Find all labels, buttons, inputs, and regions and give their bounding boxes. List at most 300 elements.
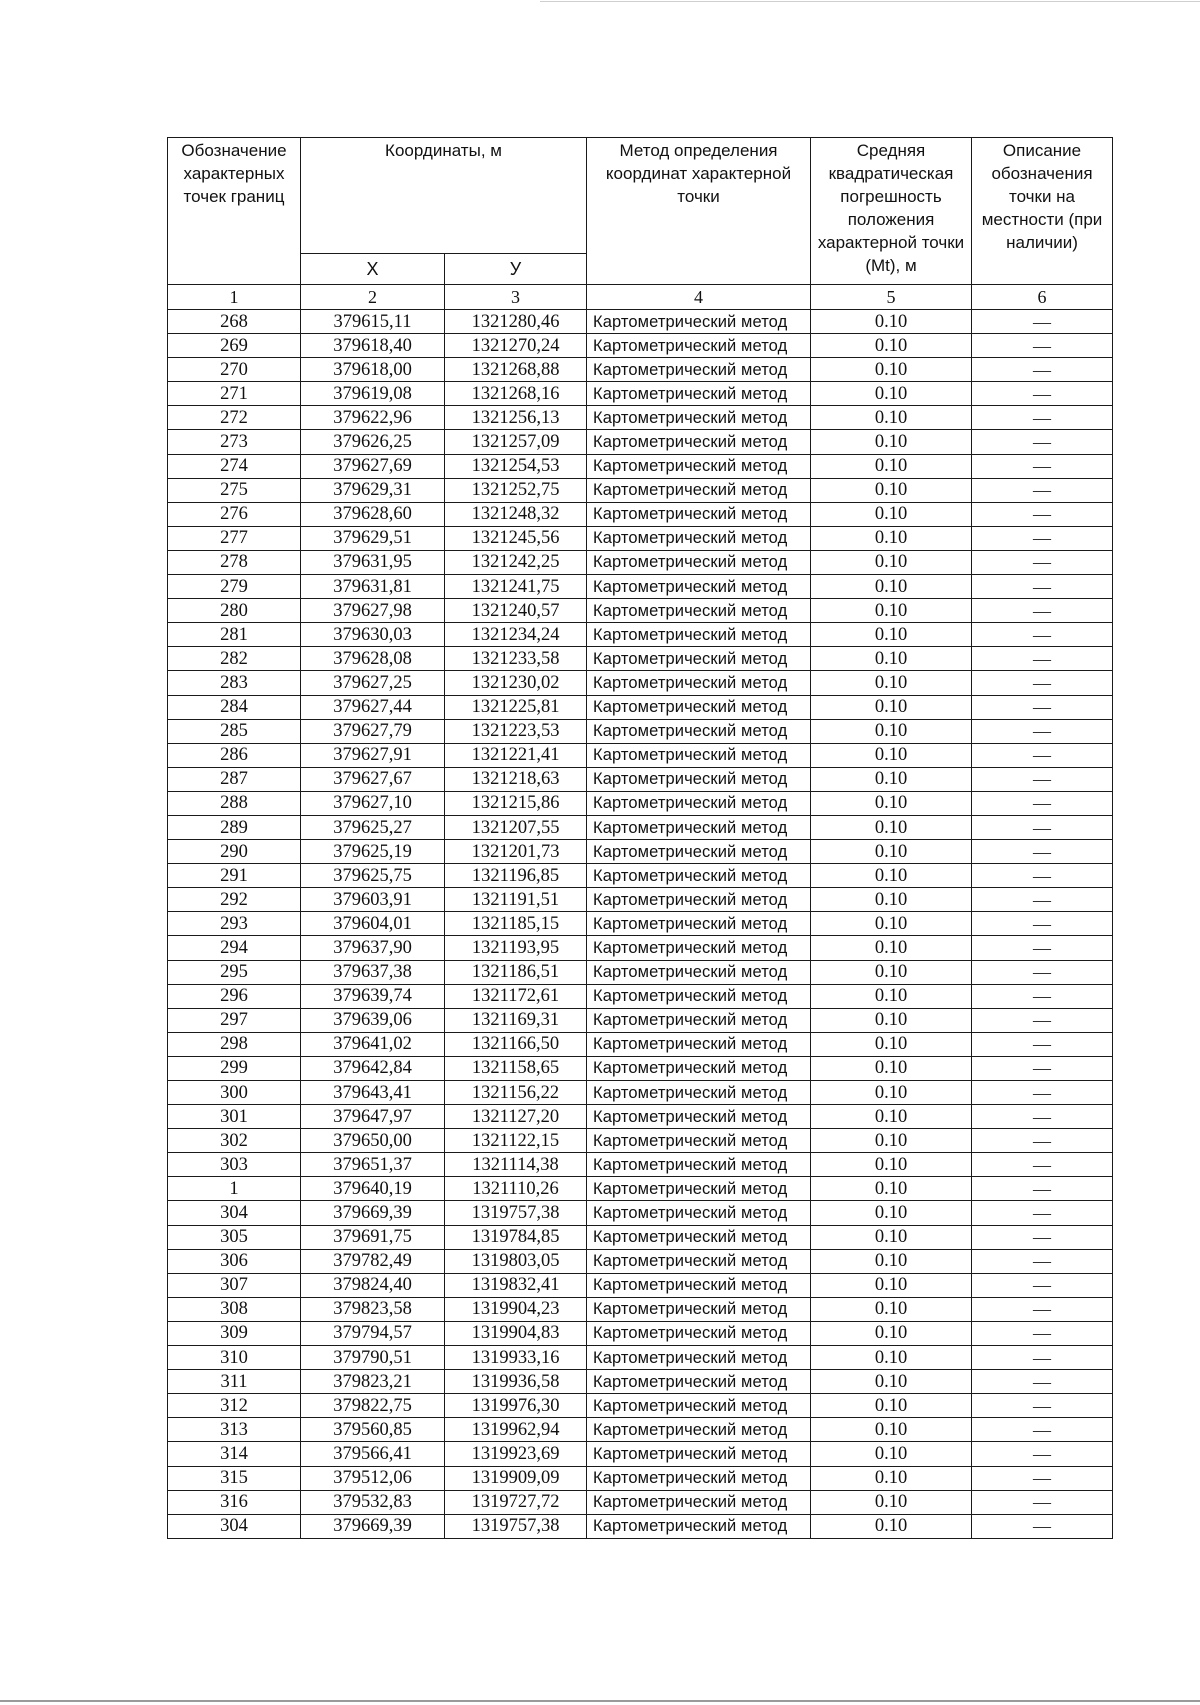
coord-x: 379631,95: [301, 550, 445, 574]
method: Картометрический метод: [587, 599, 811, 623]
point-number: 285: [168, 719, 301, 743]
column-number: 3: [445, 285, 587, 310]
table-row: [168, 1249, 1113, 1273]
method: Картометрический метод: [587, 1297, 811, 1321]
error: 0.10: [811, 1466, 972, 1490]
table-row: [168, 1177, 1113, 1201]
table-row: [168, 623, 1113, 647]
point-number: 270: [168, 358, 301, 382]
coord-y: 1319976,30: [445, 1394, 587, 1418]
coord-x: 379639,74: [301, 984, 445, 1008]
header-point: Обозначение характерных точек границ: [168, 138, 301, 285]
header-error: Средняя квадратическая погрешность положения характерной точки (Mt), м: [811, 138, 972, 285]
coord-x: 379629,31: [301, 478, 445, 502]
coord-x: 379626,25: [301, 430, 445, 454]
description: —: [972, 310, 1113, 334]
table-row: [168, 334, 1113, 358]
table-row: [168, 936, 1113, 960]
table-row: [168, 1442, 1113, 1466]
coord-y: 1321268,88: [445, 358, 587, 382]
error: 0.10: [811, 575, 972, 599]
table-row: [168, 1201, 1113, 1225]
table-row: [168, 1514, 1113, 1538]
coord-y: 1321254,53: [445, 454, 587, 478]
method: Картометрический метод: [587, 526, 811, 550]
table-row: [168, 526, 1113, 550]
error: 0.10: [811, 1201, 972, 1225]
table-row: [168, 599, 1113, 623]
coord-x: 379642,84: [301, 1056, 445, 1080]
error: 0.10: [811, 599, 972, 623]
method: Картометрический метод: [587, 1466, 811, 1490]
coord-y: 1321122,15: [445, 1129, 587, 1153]
description: —: [972, 743, 1113, 767]
coord-y: 1321186,51: [445, 960, 587, 984]
point-number: 289: [168, 815, 301, 839]
coord-x: 379627,44: [301, 695, 445, 719]
description: —: [972, 1056, 1113, 1080]
point-number: 315: [168, 1466, 301, 1490]
error: 0.10: [811, 1346, 972, 1370]
method: Картометрический метод: [587, 1081, 811, 1105]
table-row: [168, 864, 1113, 888]
coord-y: 1321169,31: [445, 1008, 587, 1032]
header-coordinates: Координаты, м: [301, 138, 587, 254]
coord-y: 1321223,53: [445, 719, 587, 743]
method: Картометрический метод: [587, 984, 811, 1008]
description: —: [972, 791, 1113, 815]
method: Картометрический метод: [587, 840, 811, 864]
point-number: 293: [168, 912, 301, 936]
method: Картометрический метод: [587, 695, 811, 719]
error: 0.10: [811, 1297, 972, 1321]
coord-x: 379625,19: [301, 840, 445, 864]
table-row: [168, 502, 1113, 526]
table-row: [168, 454, 1113, 478]
error: 0.10: [811, 1394, 972, 1418]
coord-x: 379566,41: [301, 1442, 445, 1466]
coord-y: 1319904,23: [445, 1297, 587, 1321]
coord-x: 379643,41: [301, 1081, 445, 1105]
coord-y: 1321127,20: [445, 1105, 587, 1129]
coord-y: 1321230,02: [445, 671, 587, 695]
error: 0.10: [811, 984, 972, 1008]
point-number: 309: [168, 1321, 301, 1345]
description: —: [972, 1153, 1113, 1177]
point-number: 304: [168, 1201, 301, 1225]
coord-x: 379618,40: [301, 334, 445, 358]
coord-y: 1321215,86: [445, 791, 587, 815]
point-number: 276: [168, 502, 301, 526]
coord-y: 1321221,41: [445, 743, 587, 767]
method: Картометрический метод: [587, 430, 811, 454]
coord-x: 379691,75: [301, 1225, 445, 1249]
method: Картометрический метод: [587, 454, 811, 478]
method: Картометрический метод: [587, 1249, 811, 1273]
table-row: [168, 550, 1113, 574]
error: 0.10: [811, 1418, 972, 1442]
description: —: [972, 671, 1113, 695]
description: —: [972, 575, 1113, 599]
error: 0.10: [811, 454, 972, 478]
coord-y: 1321242,25: [445, 550, 587, 574]
method: Картометрический метод: [587, 1008, 811, 1032]
table-row: [168, 406, 1113, 430]
table-row: [168, 1056, 1113, 1080]
method: Картометрический метод: [587, 1129, 811, 1153]
point-number: 296: [168, 984, 301, 1008]
coord-y: 1321241,75: [445, 575, 587, 599]
coord-x: 379651,37: [301, 1153, 445, 1177]
description: —: [972, 358, 1113, 382]
point-number: 280: [168, 599, 301, 623]
point-number: 314: [168, 1442, 301, 1466]
method: Картометрический метод: [587, 1370, 811, 1394]
table-row: [168, 743, 1113, 767]
coord-x: 379603,91: [301, 888, 445, 912]
table-row: [168, 358, 1113, 382]
point-number: 297: [168, 1008, 301, 1032]
coord-x: 379647,97: [301, 1105, 445, 1129]
table-row: [168, 1297, 1113, 1321]
header-y: У: [445, 254, 587, 285]
coord-y: 1321193,95: [445, 936, 587, 960]
coord-x: 379822,75: [301, 1394, 445, 1418]
method: Картометрический метод: [587, 1225, 811, 1249]
error: 0.10: [811, 840, 972, 864]
coord-x: 379823,58: [301, 1297, 445, 1321]
error: 0.10: [811, 502, 972, 526]
point-number: 271: [168, 382, 301, 406]
description: —: [972, 1514, 1113, 1538]
description: —: [972, 1201, 1113, 1225]
description: —: [972, 864, 1113, 888]
coord-y: 1319757,38: [445, 1201, 587, 1225]
table-row: [168, 1321, 1113, 1345]
coord-x: 379669,39: [301, 1201, 445, 1225]
point-number: 287: [168, 767, 301, 791]
description: —: [972, 815, 1113, 839]
method: Картометрический метод: [587, 1153, 811, 1177]
method: Картометрический метод: [587, 406, 811, 430]
method: Картометрический метод: [587, 1346, 811, 1370]
coord-y: 1321201,73: [445, 840, 587, 864]
point-number: 303: [168, 1153, 301, 1177]
description: —: [972, 1370, 1113, 1394]
coord-y: 1319904,83: [445, 1321, 587, 1345]
coord-x: 379512,06: [301, 1466, 445, 1490]
description: —: [972, 454, 1113, 478]
table-row: [168, 791, 1113, 815]
description: —: [972, 1105, 1113, 1129]
method: Картометрический метод: [587, 864, 811, 888]
description: —: [972, 334, 1113, 358]
column-number: 4: [587, 285, 811, 310]
point-number: 305: [168, 1225, 301, 1249]
coord-x: 379782,49: [301, 1249, 445, 1273]
coord-x: 379824,40: [301, 1273, 445, 1297]
error: 0.10: [811, 864, 972, 888]
coord-y: 1321225,81: [445, 695, 587, 719]
point-number: 290: [168, 840, 301, 864]
method: Картометрический метод: [587, 623, 811, 647]
point-number: 301: [168, 1105, 301, 1129]
coord-x: 379650,00: [301, 1129, 445, 1153]
error: 0.10: [811, 310, 972, 334]
description: —: [972, 767, 1113, 791]
point-number: 283: [168, 671, 301, 695]
point-number: 310: [168, 1346, 301, 1370]
header-x: X: [301, 254, 445, 285]
description: —: [972, 1129, 1113, 1153]
table-row: [168, 382, 1113, 406]
point-number: 304: [168, 1514, 301, 1538]
table-row: [168, 1129, 1113, 1153]
description: —: [972, 526, 1113, 550]
description: —: [972, 1346, 1113, 1370]
coord-y: 1319909,09: [445, 1466, 587, 1490]
coord-y: 1321207,55: [445, 815, 587, 839]
error: 0.10: [811, 695, 972, 719]
coord-x: 379627,91: [301, 743, 445, 767]
description: —: [972, 1297, 1113, 1321]
column-number: 5: [811, 285, 972, 310]
table-row: [168, 310, 1113, 334]
method: Картометрический метод: [587, 936, 811, 960]
table-row: [168, 960, 1113, 984]
point-number: 268: [168, 310, 301, 334]
table-row: [168, 575, 1113, 599]
column-numbers-row: [168, 285, 1113, 310]
error: 0.10: [811, 888, 972, 912]
coord-x: 379629,51: [301, 526, 445, 550]
table-row: [168, 912, 1113, 936]
coord-x: 379631,81: [301, 575, 445, 599]
description: —: [972, 936, 1113, 960]
table-row: [168, 1466, 1113, 1490]
method: Картометрический метод: [587, 815, 811, 839]
coord-y: 1321156,22: [445, 1081, 587, 1105]
coord-y: 1321280,46: [445, 310, 587, 334]
coord-y: 1321110,26: [445, 1177, 587, 1201]
coord-x: 379641,02: [301, 1032, 445, 1056]
coord-x: 379628,60: [301, 502, 445, 526]
method: Картометрический метод: [587, 478, 811, 502]
table-row: [168, 1153, 1113, 1177]
coord-y: 1321268,16: [445, 382, 587, 406]
coord-x: 379637,38: [301, 960, 445, 984]
error: 0.10: [811, 1514, 972, 1538]
table-row: [168, 888, 1113, 912]
error: 0.10: [811, 671, 972, 695]
method: Картометрический метод: [587, 767, 811, 791]
table-row: [168, 840, 1113, 864]
coord-y: 1319832,41: [445, 1273, 587, 1297]
error: 0.10: [811, 1225, 972, 1249]
error: 0.10: [811, 1442, 972, 1466]
description: —: [972, 502, 1113, 526]
table-row: [168, 767, 1113, 791]
point-number: 298: [168, 1032, 301, 1056]
error: 0.10: [811, 1056, 972, 1080]
coord-x: 379604,01: [301, 912, 445, 936]
description: —: [972, 1032, 1113, 1056]
point-number: 312: [168, 1394, 301, 1418]
column-number: 1: [168, 285, 301, 310]
point-number: 313: [168, 1418, 301, 1442]
point-number: 300: [168, 1081, 301, 1105]
method: Картометрический метод: [587, 575, 811, 599]
scan-edge-bottom: [0, 1700, 1200, 1702]
error: 0.10: [811, 1153, 972, 1177]
method: Картометрический метод: [587, 743, 811, 767]
method: Картометрический метод: [587, 1032, 811, 1056]
point-number: 299: [168, 1056, 301, 1080]
coord-x: 379790,51: [301, 1346, 445, 1370]
coord-x: 379627,69: [301, 454, 445, 478]
coordinates-table: [167, 137, 1113, 1539]
description: —: [972, 647, 1113, 671]
coord-y: 1321252,75: [445, 478, 587, 502]
description: —: [972, 430, 1113, 454]
coord-y: 1321234,24: [445, 623, 587, 647]
table-row: [168, 984, 1113, 1008]
error: 0.10: [811, 1105, 972, 1129]
column-number: 6: [972, 285, 1113, 310]
error: 0.10: [811, 936, 972, 960]
point-number: 295: [168, 960, 301, 984]
method: Картометрический метод: [587, 310, 811, 334]
coord-y: 1319727,72: [445, 1490, 587, 1514]
description: —: [972, 1081, 1113, 1105]
error: 0.10: [811, 623, 972, 647]
description: —: [972, 1394, 1113, 1418]
error: 0.10: [811, 1081, 972, 1105]
description: —: [972, 1177, 1113, 1201]
error: 0.10: [811, 767, 972, 791]
coord-x: 379794,57: [301, 1321, 445, 1345]
description: —: [972, 719, 1113, 743]
table-row: [168, 1105, 1113, 1129]
point-number: 273: [168, 430, 301, 454]
method: Картометрический метод: [587, 1273, 811, 1297]
method: Картометрический метод: [587, 1201, 811, 1225]
method: Картометрический метод: [587, 1394, 811, 1418]
table-row: [168, 719, 1113, 743]
method: Картометрический метод: [587, 334, 811, 358]
description: —: [972, 1442, 1113, 1466]
coord-x: 379627,98: [301, 599, 445, 623]
coord-x: 379560,85: [301, 1418, 445, 1442]
table-row: [168, 647, 1113, 671]
coord-y: 1321191,51: [445, 888, 587, 912]
error: 0.10: [811, 1490, 972, 1514]
coord-x: 379639,06: [301, 1008, 445, 1032]
error: 0.10: [811, 478, 972, 502]
description: —: [972, 1225, 1113, 1249]
coord-x: 379637,90: [301, 936, 445, 960]
point-number: 275: [168, 478, 301, 502]
table-row: [168, 1225, 1113, 1249]
point-number: 284: [168, 695, 301, 719]
point-number: 307: [168, 1273, 301, 1297]
error: 0.10: [811, 334, 972, 358]
method: Картометрический метод: [587, 1321, 811, 1345]
point-number: 308: [168, 1297, 301, 1321]
description: —: [972, 1249, 1113, 1273]
coord-x: 379532,83: [301, 1490, 445, 1514]
coord-x: 379640,19: [301, 1177, 445, 1201]
method: Картометрический метод: [587, 1442, 811, 1466]
point-number: 282: [168, 647, 301, 671]
description: —: [972, 960, 1113, 984]
coord-y: 1319936,58: [445, 1370, 587, 1394]
description: —: [972, 382, 1113, 406]
table-row: [168, 1273, 1113, 1297]
method: Картометрический метод: [587, 912, 811, 936]
method: Картометрический метод: [587, 888, 811, 912]
point-number: 278: [168, 550, 301, 574]
coord-y: 1321196,85: [445, 864, 587, 888]
description: —: [972, 1273, 1113, 1297]
error: 0.10: [811, 1321, 972, 1345]
scan-edge-top: [540, 1, 1200, 2]
coord-x: 379619,08: [301, 382, 445, 406]
point-number: 281: [168, 623, 301, 647]
coord-y: 1319784,85: [445, 1225, 587, 1249]
method: Картометрический метод: [587, 550, 811, 574]
coord-x: 379627,10: [301, 791, 445, 815]
coord-x: 379627,79: [301, 719, 445, 743]
coord-y: 1321166,50: [445, 1032, 587, 1056]
point-number: 288: [168, 791, 301, 815]
error: 0.10: [811, 526, 972, 550]
coord-y: 1321158,65: [445, 1056, 587, 1080]
method: Картометрический метод: [587, 1418, 811, 1442]
method: Картометрический метод: [587, 1490, 811, 1514]
coord-x: 379622,96: [301, 406, 445, 430]
coord-y: 1321270,24: [445, 334, 587, 358]
description: —: [972, 478, 1113, 502]
coord-y: 1321172,61: [445, 984, 587, 1008]
error: 0.10: [811, 791, 972, 815]
coord-x: 379630,03: [301, 623, 445, 647]
error: 0.10: [811, 1008, 972, 1032]
coord-y: 1321233,58: [445, 647, 587, 671]
description: —: [972, 1321, 1113, 1345]
header-method: Метод определения координат характерной точки: [587, 138, 811, 285]
method: Картометрический метод: [587, 382, 811, 406]
table-row: [168, 1032, 1113, 1056]
error: 0.10: [811, 815, 972, 839]
column-number: 2: [301, 285, 445, 310]
description: —: [972, 1418, 1113, 1442]
table-row: [168, 1490, 1113, 1514]
point-number: 269: [168, 334, 301, 358]
point-number: 302: [168, 1129, 301, 1153]
coord-x: 379625,27: [301, 815, 445, 839]
description: —: [972, 406, 1113, 430]
point-number: 277: [168, 526, 301, 550]
method: Картометрический метод: [587, 358, 811, 382]
error: 0.10: [811, 1370, 972, 1394]
point-number: 292: [168, 888, 301, 912]
method: Картометрический метод: [587, 719, 811, 743]
point-number: 272: [168, 406, 301, 430]
method: Картометрический метод: [587, 960, 811, 984]
error: 0.10: [811, 550, 972, 574]
coord-y: 1319803,05: [445, 1249, 587, 1273]
